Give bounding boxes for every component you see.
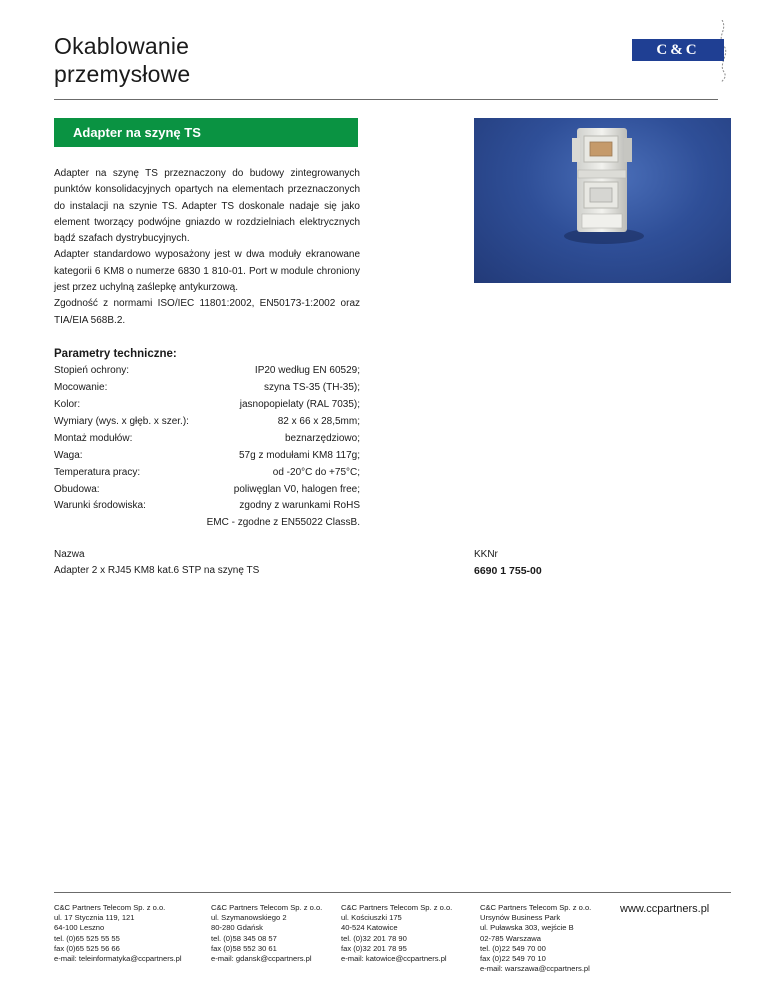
office-line: e-mail: warszawa@ccpartners.pl	[480, 964, 590, 974]
spec-label: Temperatura pracy:	[54, 467, 141, 478]
spec-row	[54, 413, 360, 430]
section-title: Adapter na szynę TS	[54, 118, 358, 147]
product-description	[54, 166, 360, 329]
website-link[interactable]: www.ccpartners.pl	[620, 903, 710, 915]
office-line: 02-785 Warszawa	[480, 933, 541, 943]
spec-extra-value: EMC - zgodne z EN55022 ClassB.	[206, 517, 360, 528]
spec-row	[54, 396, 360, 413]
spec-row	[54, 481, 360, 498]
office-line: e-mail: gdansk@ccpartners.pl	[211, 954, 312, 964]
office-line: ul. Puławska 303, wejście B	[480, 923, 574, 933]
header-divider	[54, 99, 718, 100]
office-line: 80-280 Gdańsk	[211, 923, 263, 933]
spec-value: poliwęglan V0, halogen free;	[233, 484, 360, 495]
office-line: C&C Partners Telecom Sp. z o.o.	[480, 903, 592, 912]
spec-label: Mocowanie:	[54, 382, 108, 393]
spec-label: Warunki środowiska:	[54, 500, 146, 511]
company-logo: C&C	[632, 39, 724, 61]
office-line: fax (0)22 549 70 10	[480, 954, 546, 964]
product-name-header: Nazwa	[54, 549, 85, 560]
office-line: Ursynów Business Park	[480, 913, 561, 923]
adapter-image	[474, 118, 731, 283]
office-line: fax (0)32 201 78 95	[341, 943, 407, 953]
catalog-number: 6690 1 755-00	[474, 565, 542, 577]
office-line: ul. Szymanowskiego 2	[211, 913, 287, 923]
office-line: fax (0)58 552 30 61	[211, 943, 277, 953]
title-line-1: Okablowanie	[54, 33, 190, 59]
spec-label: Kolor:	[54, 399, 81, 410]
office-line: C&C Partners Telecom Sp. z o.o.	[341, 903, 453, 912]
spec-row	[54, 497, 360, 514]
office-line: tel. (0)58 345 08 57	[211, 933, 277, 943]
spec-label: Stopień ochrony:	[54, 365, 130, 376]
specs-heading: Parametry techniczne:	[54, 348, 177, 360]
spec-value: jasnopopielaty (RAL 7035);	[239, 399, 360, 410]
spec-row	[54, 430, 360, 447]
office-line: tel. (0)65 525 55 55	[54, 933, 120, 943]
office-line: e-mail: teleinformatyka@ccpartners.pl	[54, 954, 182, 964]
description-paragraph: Adapter standardowo wyposażony jest w dwa moduły ekranowane kategorii 6 KM8 o numerze 6830 1 810-01. Port w module chroniony jest przez uchylną zaślepkę antykurzową.	[54, 249, 360, 294]
spec-value: 82 x 66 x 28,5mm;	[277, 416, 360, 427]
page-title	[54, 32, 190, 88]
office-line: 64-100 Leszno	[54, 923, 105, 933]
office-line: tel. (0)22 549 70 00	[480, 943, 546, 953]
office-line: fax (0)65 525 56 66	[54, 943, 120, 953]
spec-value: IP20 według EN 60529;	[254, 365, 360, 376]
spec-value: od -20°C do +75°C;	[272, 467, 360, 478]
office-line: ul. 17 Stycznia 119, 121	[54, 913, 135, 923]
office-line: ul. Kościuszki 175	[341, 913, 402, 923]
spec-label: Wymiary (wys. x głęb. x szer.):	[54, 416, 189, 427]
spec-row	[54, 379, 360, 396]
office-address-leszno	[54, 903, 182, 964]
spec-label: Montaż modułów:	[54, 433, 133, 444]
office-line: e-mail: katowice@ccpartners.pl	[341, 954, 447, 964]
office-address-warszawa	[480, 903, 591, 974]
office-line: C&C Partners Telecom Sp. z o.o.	[211, 903, 323, 912]
footer-divider	[54, 892, 731, 893]
product-name: Adapter 2 x RJ45 KM8 kat.6 STP na szynę TS	[54, 565, 260, 576]
spec-label: Obudowa:	[54, 484, 100, 495]
office-line: tel. (0)32 201 78 90	[341, 933, 407, 943]
spec-value: beznarzędziowo;	[284, 433, 360, 444]
office-line: C&C Partners Telecom Sp. z o.o.	[54, 903, 166, 912]
spec-value: zgodny z warunkami RoHS	[239, 500, 360, 511]
catalog-number-header: KKNr	[474, 549, 498, 560]
description-paragraph: Adapter na szynę TS przeznaczony do budowy zintegrowanych punktów konsolidacyjnych opartych na elementach przeznaczonych do instalacji na szynie TS. Adapter TS doskonale nadaje się jako element tworzący podwójne gniazdo w rozdzielniach elektrycznych bądź szafach dystrybucyjnych.	[54, 168, 360, 245]
product-photo	[474, 118, 731, 283]
office-address-katowice	[341, 903, 452, 964]
spec-row	[54, 464, 360, 481]
spec-row	[54, 447, 360, 464]
spec-value: 57g z modułami KM8 117g;	[239, 450, 360, 461]
spec-value: szyna TS-35 (TH-35);	[264, 382, 360, 393]
spec-label: Waga:	[54, 450, 83, 461]
office-address-gdansk	[211, 903, 322, 964]
office-line: 40-524 Katowice	[341, 923, 398, 933]
spec-row	[54, 362, 360, 379]
title-line-2: przemysłowe	[54, 61, 191, 87]
description-paragraph: Zgodność z normami ISO/IEC 11801:2002, EN50173-1:2002 oraz TIA/EIA 568B.2.	[54, 298, 360, 326]
